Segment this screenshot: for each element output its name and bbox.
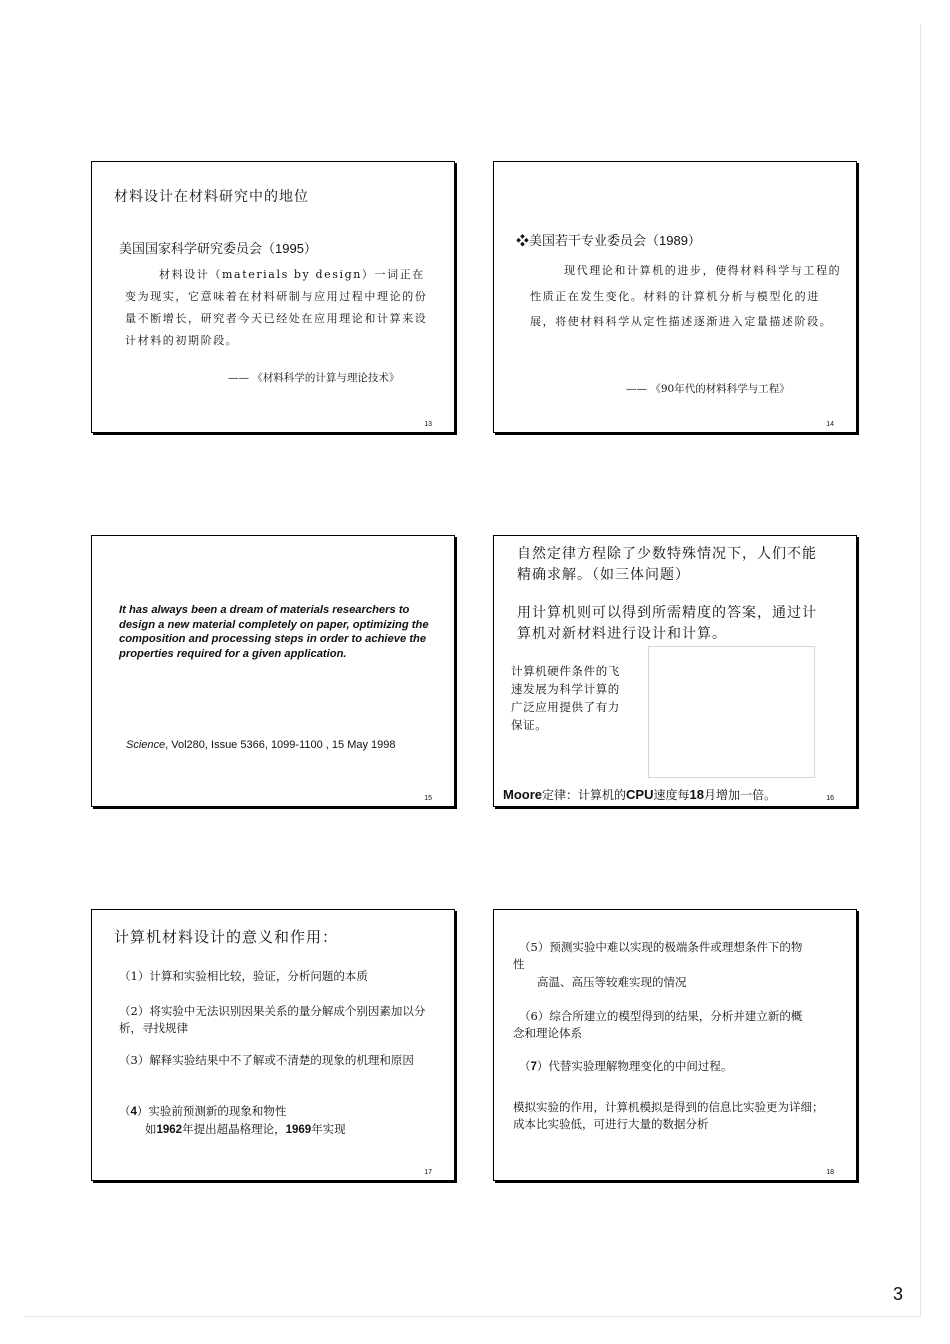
paren: （	[119, 1104, 131, 1118]
list-item: （5）预测实验中难以实现的极端条件或理想条件下的物性	[513, 940, 803, 971]
slide-17	[91, 909, 455, 1181]
org-heading: ❖美国若干专业委员会（1989）	[516, 233, 701, 248]
list-item	[519, 1058, 819, 1076]
list-item-sub: 高温、高压等较难实现的情况	[537, 975, 687, 989]
slide-18	[493, 909, 857, 1181]
body-text: 现代理论和计算机的进步，使得材料科学与工程的性质正在发生变化。材料的计算机分析与模型化的进展，将使材料科学从定性描述逐渐进入定量描述阶段。	[530, 264, 842, 328]
months-value: 18	[689, 787, 704, 802]
list-item	[119, 1103, 429, 1121]
slide-number: 18	[826, 1169, 834, 1176]
slide-number: 15	[424, 795, 432, 802]
list-item: （2）将实验中无法识别因果关系的量分解成个别因素加以分析，寻找规律	[119, 1004, 426, 1035]
citation-detail: , Vol280, Issue 5366, 1099-1100 , 15 May 1998	[165, 739, 396, 751]
page-edge	[920, 24, 921, 1316]
source-citation: —— 《90年代的材料科学与工程》	[626, 383, 790, 395]
quote-text: It has always been a dream of materials researchers to design a new material completely on paper, optimizing the composition and processing steps in order to achieve the properties required for a given application.	[119, 604, 429, 660]
slide-number: 16	[826, 795, 834, 802]
paren: （	[519, 1059, 531, 1073]
example-mid: 年提出超晶格理论，	[182, 1122, 286, 1136]
paragraph-1: 自然定律方程除了少数特殊情况下，人们不能精确求解。（如三体问题）	[517, 546, 817, 583]
list-item: （3）解释实验结果中不了解或不清楚的现象的机理和原因	[119, 1053, 414, 1067]
list-item: （6）综合所建立的模型得到的结果，分析并建立新的概念和理论体系	[513, 1009, 803, 1040]
item-number: 7	[530, 1061, 537, 1073]
slide-number: 14	[826, 421, 834, 428]
conclusion-text: 模拟实验的作用，计算机模拟是得到的信息比实验更为详细；成本比实验低，可进行大量的数据分析	[513, 1100, 824, 1131]
list-item: （1）计算和实验相比较，验证，分析问题的本质	[119, 969, 368, 983]
side-note: 计算机硬件条件的飞速发展为科学计算的广泛应用提供了有力保证。	[511, 664, 620, 732]
chart-image-placeholder	[648, 646, 815, 778]
source-citation: —— 《材料科学的计算与理论技术》	[228, 372, 400, 384]
example-text	[145, 1121, 435, 1139]
year-1969: 1969	[285, 1124, 312, 1136]
moore-label: Moore	[503, 787, 542, 802]
journal-name: Science	[126, 739, 166, 751]
slide-number: 13	[424, 421, 432, 428]
year-1962: 1962	[156, 1124, 183, 1136]
slide-15	[91, 535, 455, 807]
example-suffix: 年实现	[311, 1122, 346, 1136]
moore-text: 定律：计算机的	[542, 788, 627, 802]
moore-law	[503, 786, 776, 803]
moore-text: 速度每	[653, 788, 690, 802]
item-text: ）实验前预测新的现象和物性	[136, 1104, 287, 1118]
slide-title: 材料设计在材料研究中的地位	[114, 189, 309, 205]
item-text: ）代替实验理解物理变化的中间过程。	[536, 1059, 733, 1073]
paragraph-2: 用计算机则可以得到所需精度的答案，通过计算机对新材料进行设计和计算。	[517, 605, 817, 642]
slide-16	[493, 535, 857, 807]
page-number: 3	[893, 1284, 904, 1304]
page-edge	[24, 1316, 921, 1317]
body-text: 材料设计（materials by design）一词正在变为现实，它意味着在材料研制与应用过程中理论的份量不断增长，研究者今天已经处在应用理论和计算来设计材料的初期阶段。	[125, 268, 428, 347]
example-prefix: 如	[145, 1122, 157, 1136]
item-number: 4	[130, 1106, 137, 1118]
cpu-label: CPU	[626, 787, 654, 802]
org-heading: 美国国家科学研究委员会（1995）	[119, 241, 317, 256]
slide-13	[91, 161, 455, 433]
moore-text: 月增加一倍。	[703, 788, 776, 802]
slide-14	[493, 161, 857, 433]
citation	[126, 739, 396, 751]
slide-title: 计算机材料设计的意义和作用：	[114, 928, 339, 946]
slide-number: 17	[424, 1169, 432, 1176]
